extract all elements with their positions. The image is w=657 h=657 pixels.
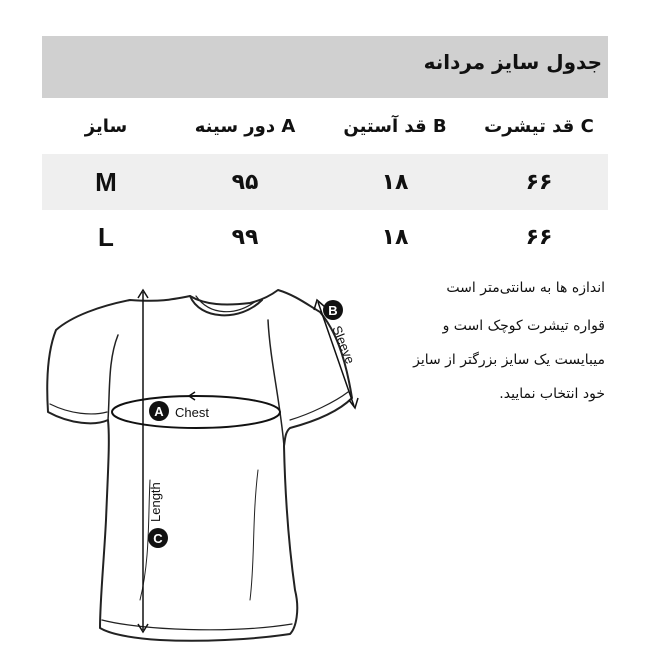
badge-b-label: B	[328, 303, 338, 318]
length-value: ۶۶	[525, 169, 553, 195]
chest-value: ۹۹	[231, 224, 259, 250]
chest-value: ۹۵	[231, 169, 259, 195]
size-value: M	[95, 166, 117, 197]
length-label: Length	[148, 482, 163, 522]
note-line: خود انتخاب نمایید.	[499, 386, 605, 402]
header-size: سایز	[84, 115, 128, 137]
tshirt-outline-icon	[47, 290, 352, 641]
note-line: اندازه ها به سانتی‌متر است	[446, 280, 605, 296]
note-line: میبایست یک سایز بزرگتر از سایز	[413, 352, 605, 368]
sleeve-value: ۱۸	[381, 224, 409, 250]
chest-label: Chest	[175, 405, 209, 420]
length-value: ۶۶	[525, 224, 553, 250]
header-sleeve: B قد آستین	[343, 115, 447, 137]
sleeve-value: ۱۸	[381, 169, 409, 195]
sleeve-label: Sleeve	[329, 323, 359, 366]
badge-a-label: A	[154, 404, 164, 419]
size-value: L	[98, 221, 114, 252]
note-line: قواره تیشرت کوچک است و	[442, 318, 605, 334]
header-chest: A دور سینه	[194, 115, 296, 137]
badge-c-label: C	[153, 531, 163, 546]
header-length: C قد تیشرت	[484, 115, 594, 137]
page-title: جدول سایز مردانه	[423, 50, 602, 74]
